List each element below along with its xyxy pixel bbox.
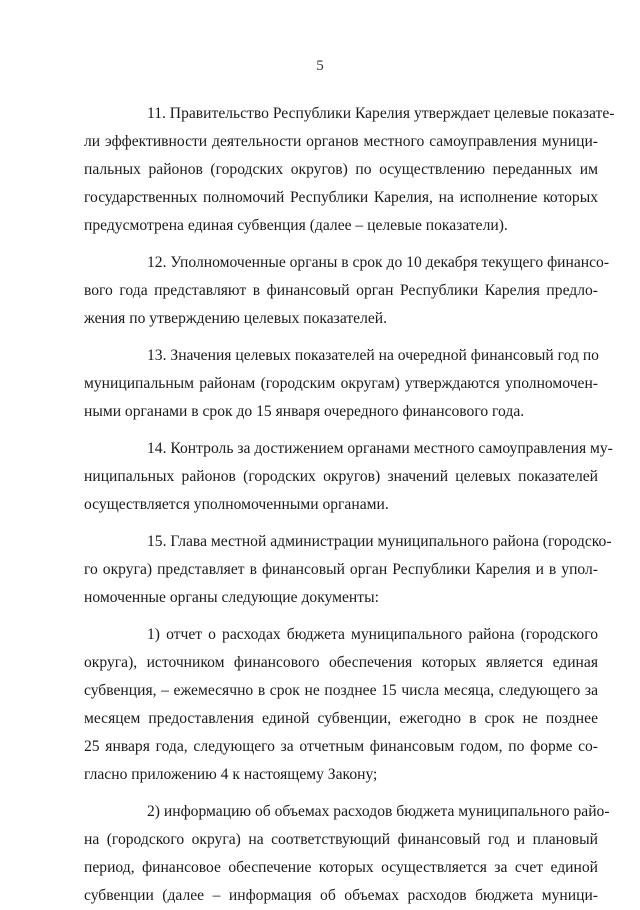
text-line: ниципальных районов (городских округов) значений целевых показателей <box>84 468 598 485</box>
text-line: на (городского округа) на соответствующий финансовый год и плановый <box>84 831 598 848</box>
text-line: ли эффективности деятельности органов местного самоуправления муници- <box>84 133 598 150</box>
text-line: округа), источником финансового обеспечения которых является единая <box>84 654 598 671</box>
text-line: го округа) представляет в финансовый орган Республики Карелия и в упол- <box>84 561 598 578</box>
text-line: субвенции (далее – информация об объемах расходов бюджета муници- <box>84 887 598 904</box>
text-line: номоченные органы следующие документы: <box>84 589 379 606</box>
page-number: 5 <box>316 58 324 74</box>
text-line: вого года представляют в финансовый орган Республики Карелия предло- <box>84 282 598 299</box>
text-line: 25 января года, следующего за отчетным финансовым годом, по форме со- <box>84 738 598 755</box>
text-line: субвенция, – ежемесячно в срок не позднее 15 числа месяца, следующего за <box>84 682 598 699</box>
text-line: осуществляется уполномоченными органами. <box>84 496 389 513</box>
text-line: ными органами в срок до 15 января очередного финансового года. <box>84 403 525 420</box>
text-line: 14. Контроль за достижением органами местного самоуправления му- <box>147 440 613 457</box>
text-line: 2) информацию об объемах расходов бюджета муниципального райо- <box>147 803 610 820</box>
text-line: предусмотрена единая субвенция (далее – целевые показатели). <box>84 217 508 234</box>
text-line: 12. Уполномоченные органы в срок до 10 декабря текущего финансо- <box>147 254 610 271</box>
text-line: месяцем предоставления единой субвенции, ежегодно в срок не позднее <box>84 710 598 727</box>
text-line: жения по утверждению целевых показателей. <box>84 310 388 327</box>
text-line: 13. Значения целевых показателей на очередной финансовый год по <box>147 347 599 364</box>
text-line: 15. Глава местной администрации муниципального района (городско- <box>147 533 612 550</box>
document-body <box>84 100 615 910</box>
text-line: гласно приложению 4 к настоящему Закону; <box>84 766 378 783</box>
text-line: муниципальным районам (городским округам) утверждаются уполномочен- <box>84 375 598 392</box>
text-line: государственных полномочий Республики Карелия, на исполнение которых <box>84 189 598 206</box>
text-line: 11. Правительство Республики Карелия утверждает целевые показате- <box>147 105 615 122</box>
text-line: 1) отчет о расходах бюджета муниципального района (городского <box>147 626 598 643</box>
text-line: пальных районов (городских округов) по осуществлению переданных им <box>84 161 598 178</box>
text-line: период, финансовое обеспечение которых осуществляется за счет единой <box>84 859 598 876</box>
